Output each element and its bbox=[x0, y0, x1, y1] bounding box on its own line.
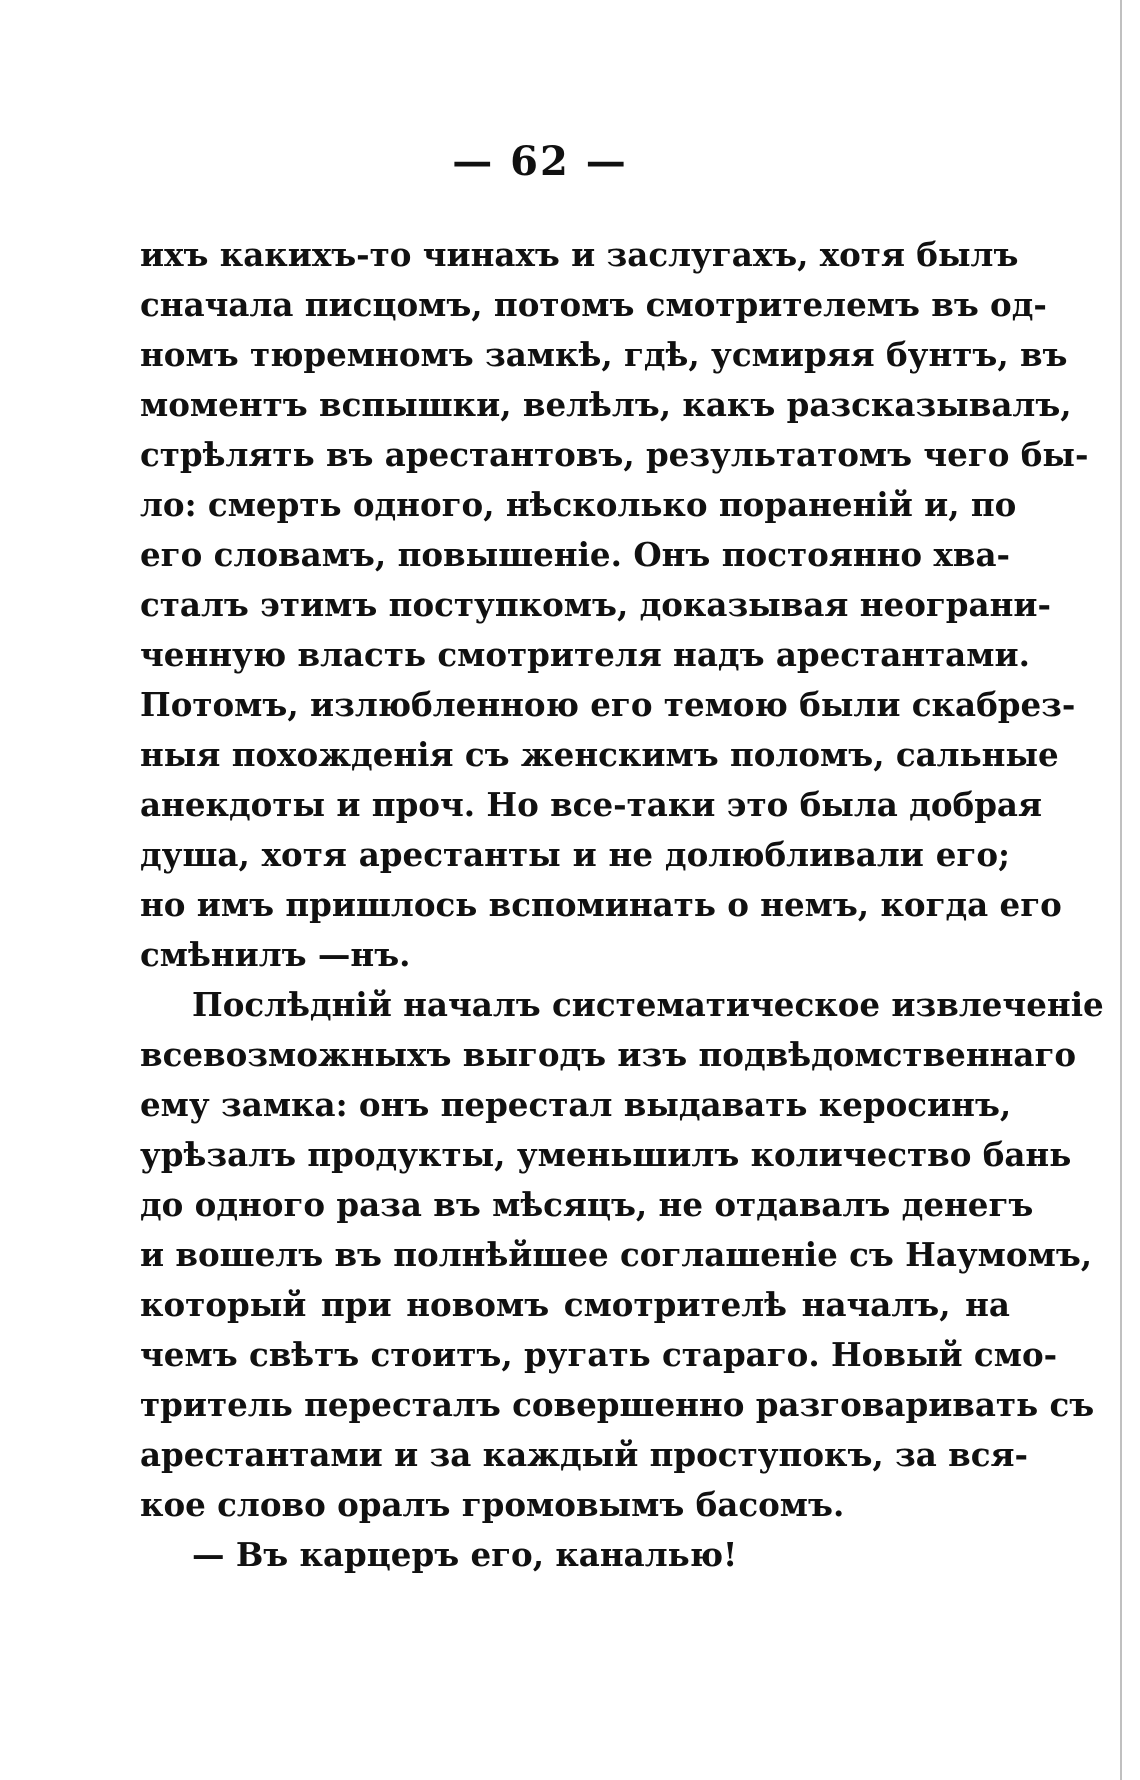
text-line: ихъ какихъ-то чинахъ и заслугахъ, хотя былъ bbox=[140, 235, 1019, 274]
page-number: — 62 — bbox=[452, 138, 628, 185]
text-line: номъ тюремномъ замкѣ, гдѣ, усмиряя бунтъ, въ bbox=[140, 335, 1068, 374]
text-line: стрѣлять въ арестантовъ, результатомъ чего бы- bbox=[140, 435, 1089, 474]
text-line: кое слово оралъ громовымъ басомъ. bbox=[140, 1485, 845, 1524]
text-line: анекдоты и проч. Но все-таки это была добрая bbox=[140, 785, 1042, 824]
text-line: ему замка: онъ перестал выдавать керосинъ, bbox=[140, 1085, 1012, 1124]
page-body bbox=[140, 230, 1104, 1580]
text-line: ченную власть смотрителя надъ арестантами. bbox=[140, 635, 1030, 674]
text-line: душа, хотя арестанты и не долюбливали его; bbox=[140, 835, 1010, 874]
text-line: тритель пересталъ совершенно разговаривать съ bbox=[140, 1385, 1095, 1424]
paragraph-2 bbox=[140, 980, 1104, 1530]
page-edge-line bbox=[1120, 0, 1122, 1780]
paragraph-1 bbox=[140, 230, 1089, 980]
text-line: до одного раза въ мѣсяцъ, не отдавалъ денегъ bbox=[140, 1185, 1034, 1224]
text-line: чемъ свѣтъ стоитъ, ругать стараго. Новый смо- bbox=[140, 1335, 1058, 1374]
text-line: Потомъ, излюбленною его темою были скабрез- bbox=[140, 685, 1076, 724]
text-line: арестантами и за каждый проступокъ, за вся- bbox=[140, 1435, 1029, 1474]
text-line: его словамъ, повышеніе. Онъ постоянно хва- bbox=[140, 535, 1010, 574]
text-line: который при новомъ смотрителѣ началъ, на bbox=[140, 1285, 1010, 1324]
text-line: урѣзалъ продукты, уменьшилъ количество бань bbox=[140, 1135, 1072, 1174]
text-line: и вошелъ въ полнѣйшее соглашеніе съ Наумомъ, bbox=[140, 1235, 1093, 1274]
text-line: сначала писцомъ, потомъ смотрителемъ въ од- bbox=[140, 285, 1047, 324]
text-line: ло: смерть одного, нѣсколько пораненій и, по bbox=[140, 485, 1017, 524]
text-line: ныя похожденія съ женскимъ поломъ, сальные bbox=[140, 735, 1059, 774]
text-line: сталъ этимъ поступкомъ, доказывая неограни- bbox=[140, 585, 1051, 624]
text-line: но имъ пришлось вспоминать о немъ, когда его bbox=[140, 885, 1062, 924]
text-line: Послѣдній началъ систематическое извлеченіе bbox=[192, 985, 1104, 1024]
text-line: смѣнилъ —нъ. bbox=[140, 935, 411, 974]
text-line: — Въ карцеръ его, каналью! bbox=[192, 1535, 738, 1574]
paragraph-3 bbox=[140, 1530, 1010, 1580]
text-line: всевозможныхъ выгодъ изъ подвѣдомственнаго bbox=[140, 1035, 1077, 1074]
text-line: моментъ вспышки, велѣлъ, какъ разсказывалъ, bbox=[140, 385, 1072, 424]
